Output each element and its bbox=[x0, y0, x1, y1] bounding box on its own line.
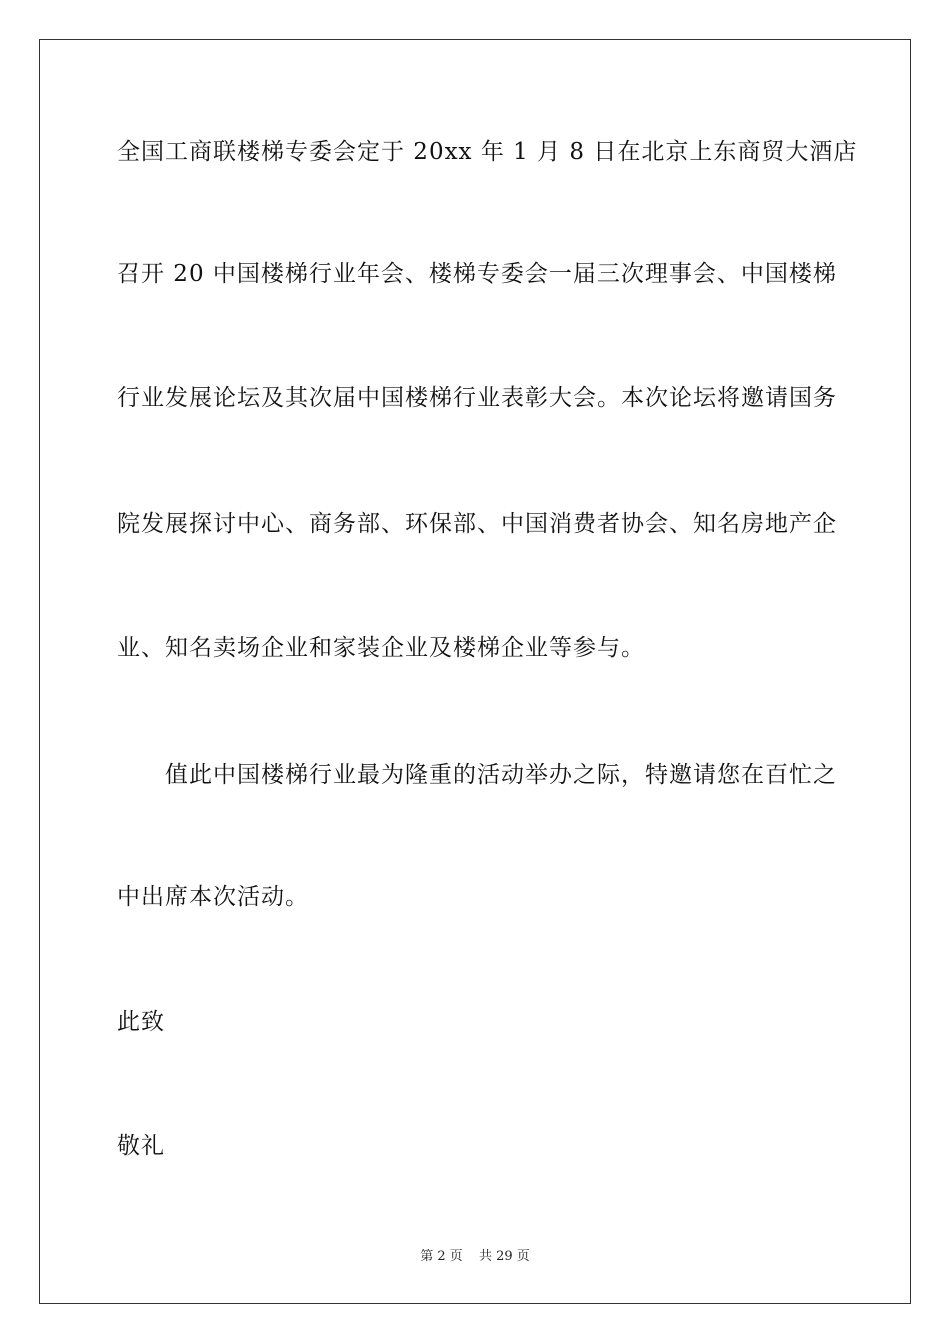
page-total: 共 29 页 bbox=[478, 1249, 530, 1264]
page-border bbox=[39, 39, 911, 1304]
body-line-2: 召开 20 中国楼梯行业年会、楼梯专委会一届三次理事会、中国楼梯 bbox=[117, 261, 837, 287]
body-line-5: 业、知名卖场企业和家装企业及楼梯企业等参与。 bbox=[117, 635, 645, 661]
body-line-4: 院发展探讨中心、商务部、环保部、中国消费者协会、知名房地产企 bbox=[117, 511, 837, 537]
body-line-1: 全国工商联楼梯专委会定于 20xx 年 1 月 8 日在北京上东商贸大酒店 bbox=[117, 139, 858, 165]
page-footer bbox=[0, 1248, 950, 1266]
closing-salutation: 此致 bbox=[117, 1009, 165, 1035]
page-number: 第 2 页 bbox=[420, 1249, 463, 1264]
body-line-3: 行业发展论坛及其次届中国楼梯行业表彰大会。本次论坛将邀请国务 bbox=[117, 385, 837, 411]
body-line-6: 值此中国楼梯行业最为隆重的活动举办之际，特邀请您在百忙之 bbox=[165, 762, 837, 788]
body-line-7: 中出席本次活动。 bbox=[117, 884, 309, 910]
closing-regards: 敬礼 bbox=[117, 1133, 165, 1159]
